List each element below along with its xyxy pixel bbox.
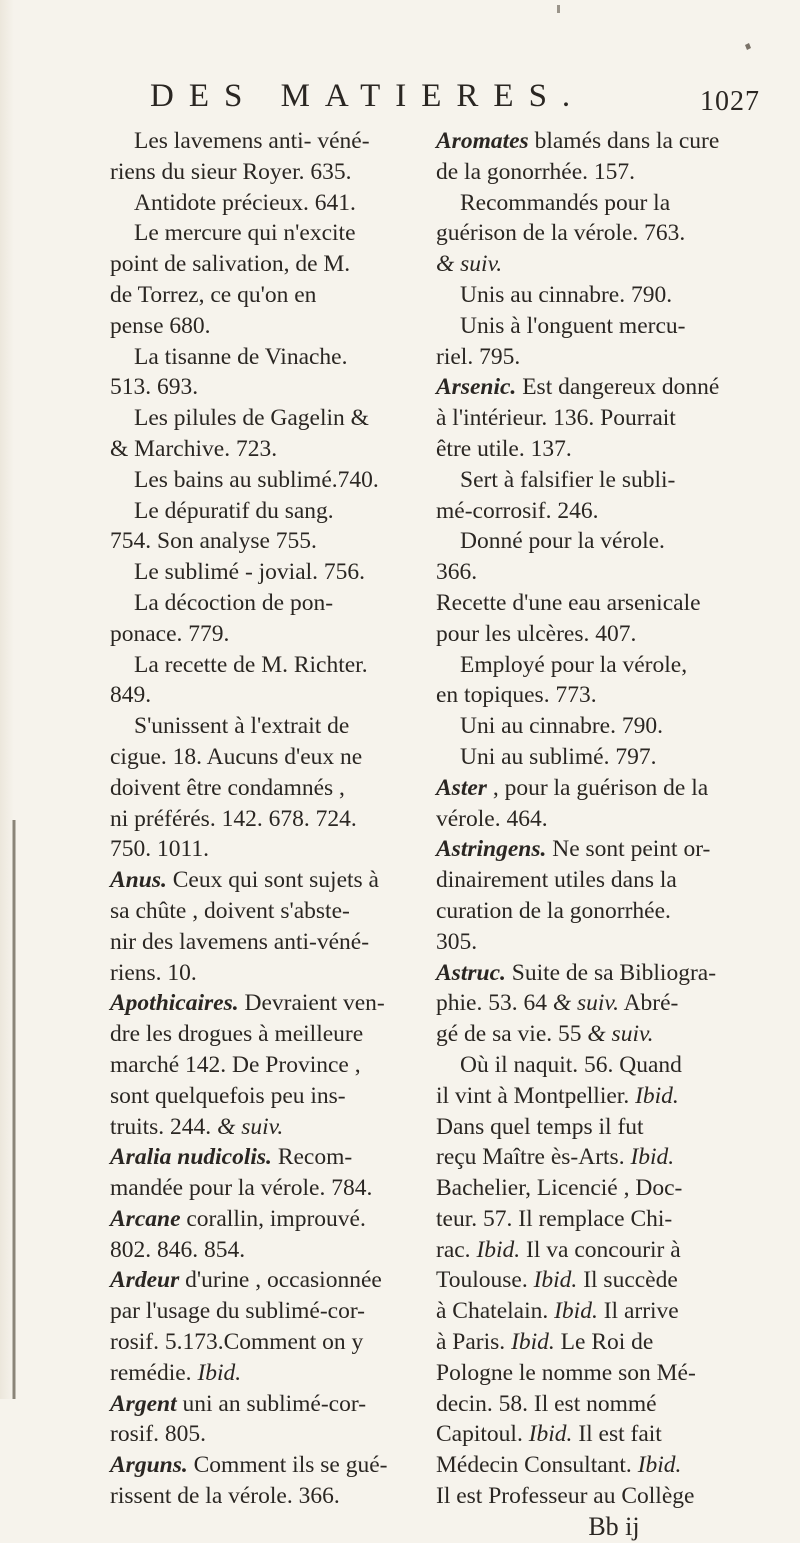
index-text: Il va concourir à: [520, 1236, 681, 1263]
index-line: [436, 465, 752, 496]
index-line: [110, 188, 402, 219]
index-text: corallin, improuvé.: [180, 1205, 366, 1232]
index-text: curation de la gonorrhée.: [436, 897, 671, 924]
index-line: [436, 1389, 752, 1420]
index-line: [436, 218, 752, 249]
index-line: [436, 988, 752, 1019]
index-text: phie. 53. 64: [436, 990, 553, 1017]
index-column-right: [436, 126, 752, 1543]
index-text: La recette de M. Richter.: [134, 651, 368, 678]
index-line: [110, 372, 402, 403]
index-line: [436, 619, 752, 650]
index-text: cigue. 18. Aucuns d'eux ne: [110, 743, 363, 770]
index-text: 305.: [436, 928, 478, 955]
index-reference-italic: Ibid.: [635, 1082, 679, 1109]
index-line: [110, 865, 402, 896]
index-line: [436, 1419, 752, 1450]
index-text: Il est Professeur au Collège: [436, 1483, 695, 1510]
index-reference-italic: Ibid.: [511, 1329, 555, 1356]
index-line: [110, 1265, 402, 1296]
index-text: truits. 244.: [110, 1113, 218, 1140]
index-text: doivent être condamnés ,: [110, 774, 345, 801]
index-text: à Chatelain.: [436, 1298, 555, 1325]
index-line: [436, 249, 752, 280]
index-line: [436, 526, 752, 557]
index-line: [110, 804, 402, 835]
index-reference-italic: & suiv.: [552, 990, 619, 1017]
index-line: [436, 958, 752, 989]
index-text: marché 142. De Province ,: [110, 1051, 361, 1078]
index-text: riens. 10.: [110, 959, 197, 986]
index-reference-italic: Ibid.: [533, 1267, 578, 1294]
index-text: 750. 1011.: [110, 836, 210, 863]
index-text: Bachelier, Licencié , Doc-: [436, 1175, 683, 1202]
index-text: 513. 693.: [110, 374, 199, 401]
index-line: [110, 680, 402, 711]
index-text: Employé pour la vérole,: [460, 651, 688, 678]
index-line: [110, 526, 402, 557]
index-line: [110, 403, 402, 434]
index-reference-italic: & suiv.: [587, 1021, 654, 1048]
index-text: Il est fait: [572, 1421, 662, 1448]
index-line: [436, 1173, 752, 1204]
index-line: [110, 742, 402, 773]
index-headword: Astruc.: [436, 959, 506, 986]
index-text: Les pilules de Gagelin &: [134, 405, 369, 432]
index-line: [110, 588, 402, 619]
index-headword: Arsenic.: [436, 374, 517, 401]
index-text: dinairement utiles dans la: [436, 867, 677, 894]
index-text: Les bains au sublimé.740.: [134, 466, 379, 493]
index-line: [110, 1450, 402, 1481]
index-headword: Aromates: [436, 128, 529, 154]
index-reference-italic: & suiv.: [217, 1113, 284, 1140]
index-text: reçu Maître ès-Arts.: [436, 1144, 631, 1171]
header-title: DES MATIERES.: [150, 78, 586, 114]
index-line: [110, 1173, 402, 1204]
index-line: [436, 280, 752, 311]
index-line: [110, 1081, 402, 1112]
index-text: par l'usage du sublimé-cor-: [110, 1298, 366, 1325]
index-line: [436, 927, 752, 958]
index-headword: Astringens.: [436, 836, 547, 863]
index-line: [110, 711, 402, 742]
index-text: riel. 795.: [436, 343, 521, 370]
index-line: [436, 1081, 752, 1112]
index-text: ponace. 779.: [110, 620, 230, 647]
index-text: decin. 58. Il est nommé: [436, 1390, 657, 1417]
index-text: Recom-: [271, 1144, 353, 1171]
page-number: 1027: [700, 86, 760, 117]
index-column-left: [110, 126, 402, 1512]
index-text: Uni au cinnabre. 790.: [460, 713, 663, 740]
index-text: S'unissent à l'extrait de: [134, 713, 350, 740]
index-text: 802. 846. 854.: [110, 1236, 246, 1263]
index-text: Abré-: [618, 990, 679, 1017]
index-line: [436, 650, 752, 681]
ink-speck: [745, 43, 751, 50]
index-text: rac.: [436, 1236, 477, 1263]
index-line: [110, 1481, 402, 1512]
index-line: [110, 1142, 402, 1173]
index-line: [110, 1358, 402, 1389]
index-line: [110, 1419, 402, 1450]
index-line: [110, 958, 402, 989]
index-text: pour les ulcères. 407.: [436, 620, 637, 647]
index-line: [110, 218, 402, 249]
index-text: Ceux qui sont sujets à: [166, 867, 379, 894]
index-text: à Paris.: [436, 1329, 512, 1356]
index-line: [436, 1050, 752, 1081]
index-text: 849.: [110, 682, 152, 709]
index-line: [436, 372, 752, 403]
index-text: Unis à l'onguent mercu-: [460, 312, 686, 339]
index-text: Ne sont peint or-: [546, 836, 711, 863]
index-line: [436, 1327, 752, 1358]
index-line: [110, 311, 402, 342]
index-headword: Anus.: [110, 867, 167, 894]
index-text: Antidote précieux. 641.: [134, 189, 356, 216]
index-text: Le mercure qui n'excite: [134, 220, 356, 247]
index-text: Unis au cinnabre. 790.: [460, 281, 673, 308]
index-line: [436, 311, 752, 342]
index-line: [110, 126, 402, 157]
index-text: 366.: [436, 559, 478, 586]
index-text: de Torrez, ce qu'on en: [110, 281, 317, 308]
index-line: [436, 834, 752, 865]
index-line: [436, 1204, 752, 1235]
index-line: [110, 834, 402, 865]
index-text: Sert à falsifier le subli-: [460, 466, 676, 493]
index-text: sont quelquefois peu ins-: [110, 1082, 346, 1109]
index-text: 754. Son analyse 755.: [110, 528, 317, 555]
index-text: Où il naquit. 56. Quand: [460, 1051, 682, 1078]
index-text: Suite de sa Bibliogra-: [505, 959, 717, 986]
index-text: pense 680.: [110, 312, 211, 339]
index-text: ni préférés. 142. 678. 724.: [110, 805, 357, 832]
index-reference-italic: Ibid.: [554, 1298, 598, 1325]
index-text: Uni au sublimé. 797.: [460, 743, 657, 770]
index-headword: Argent: [110, 1390, 177, 1417]
index-line: [110, 1327, 402, 1358]
index-text: Le Roi de: [554, 1329, 654, 1356]
index-text: gé de sa vie. 55: [436, 1021, 588, 1048]
index-line: [436, 496, 752, 527]
index-line: [110, 1019, 402, 1050]
index-line: [436, 188, 752, 219]
index-text: guérison de la vérole. 763.: [436, 220, 686, 247]
index-line: [436, 342, 752, 373]
index-line: [436, 1019, 752, 1050]
index-line: [110, 280, 402, 311]
index-reference-italic: Ibid.: [476, 1236, 521, 1263]
index-text: d'urine , occasionnée: [179, 1267, 382, 1294]
index-line: [110, 434, 402, 465]
index-text: mé-corrosif. 246.: [436, 497, 599, 524]
index-headword: Aralia nudicolis.: [110, 1144, 272, 1171]
index-text: dre les drogues à meilleure: [110, 1021, 364, 1048]
index-text: être utile. 137.: [436, 435, 572, 462]
index-text: à l'intérieur. 136. Pourrait: [436, 405, 676, 432]
index-text: riens du sieur Royer. 635.: [110, 158, 352, 185]
index-text: Est dangereux donné: [516, 374, 720, 401]
index-line: [436, 1481, 752, 1512]
index-text: rosif. 805.: [110, 1421, 206, 1448]
index-line: [436, 1358, 752, 1389]
index-text: Le sublimé - jovial. 756.: [134, 559, 366, 586]
index-line: [110, 773, 402, 804]
index-text: uni an sublimé-cor-: [176, 1390, 367, 1417]
index-line: [436, 1112, 752, 1143]
index-text: La tisanne de Vinache.: [134, 343, 348, 370]
index-headword: Aster: [436, 774, 487, 801]
index-text: remédie.: [110, 1359, 198, 1386]
index-headword: Arguns.: [110, 1452, 188, 1479]
index-text: en topiques. 773.: [436, 682, 597, 709]
index-text: rosif. 5.173.Comment on y: [110, 1329, 364, 1356]
index-text: , pour la guérison de la: [486, 774, 709, 801]
index-line: [436, 1235, 752, 1266]
index-text: teur. 57. Il remplace Chi-: [436, 1205, 673, 1232]
index-line: [436, 1265, 752, 1296]
index-line: [436, 557, 752, 588]
index-text: vérole. 464.: [436, 805, 548, 832]
index-text: mandée pour la vérole. 784.: [110, 1175, 373, 1202]
index-line: [436, 403, 752, 434]
index-line: [110, 1204, 402, 1235]
index-text: il vint à Montpellier.: [436, 1082, 636, 1109]
index-line: [110, 896, 402, 927]
index-line: [110, 619, 402, 650]
index-headword: Ardeur: [110, 1267, 180, 1294]
index-text: Toulouse.: [436, 1267, 534, 1294]
index-text: Donné pour la vérole.: [460, 528, 665, 555]
index-text: point de salivation, de M.: [110, 251, 351, 278]
index-line: [110, 1050, 402, 1081]
index-line: [436, 126, 752, 157]
index-reference-italic: Ibid.: [630, 1144, 675, 1171]
index-line: [110, 927, 402, 958]
index-line: [110, 342, 402, 373]
signature-mark: Bb ij: [588, 1511, 640, 1541]
index-text: Il succède: [577, 1267, 678, 1294]
ink-speck: [557, 5, 560, 13]
index-text: de la gonorrhée. 157.: [436, 158, 636, 185]
index-line: [436, 588, 752, 619]
index-text: Médecin Consultant.: [436, 1452, 638, 1479]
index-line: [110, 988, 402, 1019]
index-text: Le dépuratif du sang.: [134, 497, 334, 524]
index-line: [110, 249, 402, 280]
index-text: Les lavemens anti- véné-: [134, 128, 370, 154]
index-line: [110, 650, 402, 681]
index-line: [436, 157, 752, 188]
index-text: blamés dans la cure: [528, 128, 720, 154]
index-line: [436, 1296, 752, 1327]
index-line: [436, 1512, 752, 1543]
index-line: [436, 773, 752, 804]
index-text: sa chûte , doivent s'abste-: [110, 897, 350, 924]
index-text: Comment ils se gué-: [187, 1452, 388, 1479]
index-reference-italic: Ibid.: [637, 1452, 682, 1479]
index-text: nir des lavemens anti-véné-: [110, 928, 370, 955]
index-line: [110, 1112, 402, 1143]
index-text: Devraient ven-: [238, 990, 385, 1017]
index-text: Recommandés pour la: [460, 189, 671, 216]
index-text: Dans quel temps il fut: [436, 1113, 644, 1140]
index-line: [436, 896, 752, 927]
index-text: Pologne le nomme son Mé-: [436, 1359, 696, 1386]
index-line: [436, 865, 752, 896]
index-text: Recette d'une eau arsenicale: [436, 589, 701, 616]
index-line: [436, 804, 752, 835]
index-line: [436, 1450, 752, 1481]
index-reference-italic: & suiv.: [436, 251, 503, 278]
index-line: [110, 1296, 402, 1327]
index-line: [436, 711, 752, 742]
index-headword: Apothicaires.: [110, 990, 239, 1017]
index-text: rissent de la vérole. 366.: [110, 1483, 340, 1510]
index-line: [110, 157, 402, 188]
index-headword: Arcane: [110, 1205, 181, 1232]
index-line: [110, 465, 402, 496]
index-text: & Marchive. 723.: [110, 435, 278, 462]
index-line: [436, 680, 752, 711]
index-text: La décoction de pon-: [134, 589, 334, 616]
index-line: [436, 1142, 752, 1173]
index-line: [110, 557, 402, 588]
index-line: [110, 1389, 402, 1420]
index-line: [110, 1235, 402, 1266]
index-line: [436, 434, 752, 465]
index-line: [110, 496, 402, 527]
running-header: [150, 78, 760, 118]
index-line: [436, 742, 752, 773]
index-reference-italic: Ibid.: [528, 1421, 573, 1448]
index-reference-italic: Ibid.: [197, 1359, 242, 1386]
index-text: Capitoul.: [436, 1421, 529, 1448]
index-text: Il arrive: [597, 1298, 679, 1325]
